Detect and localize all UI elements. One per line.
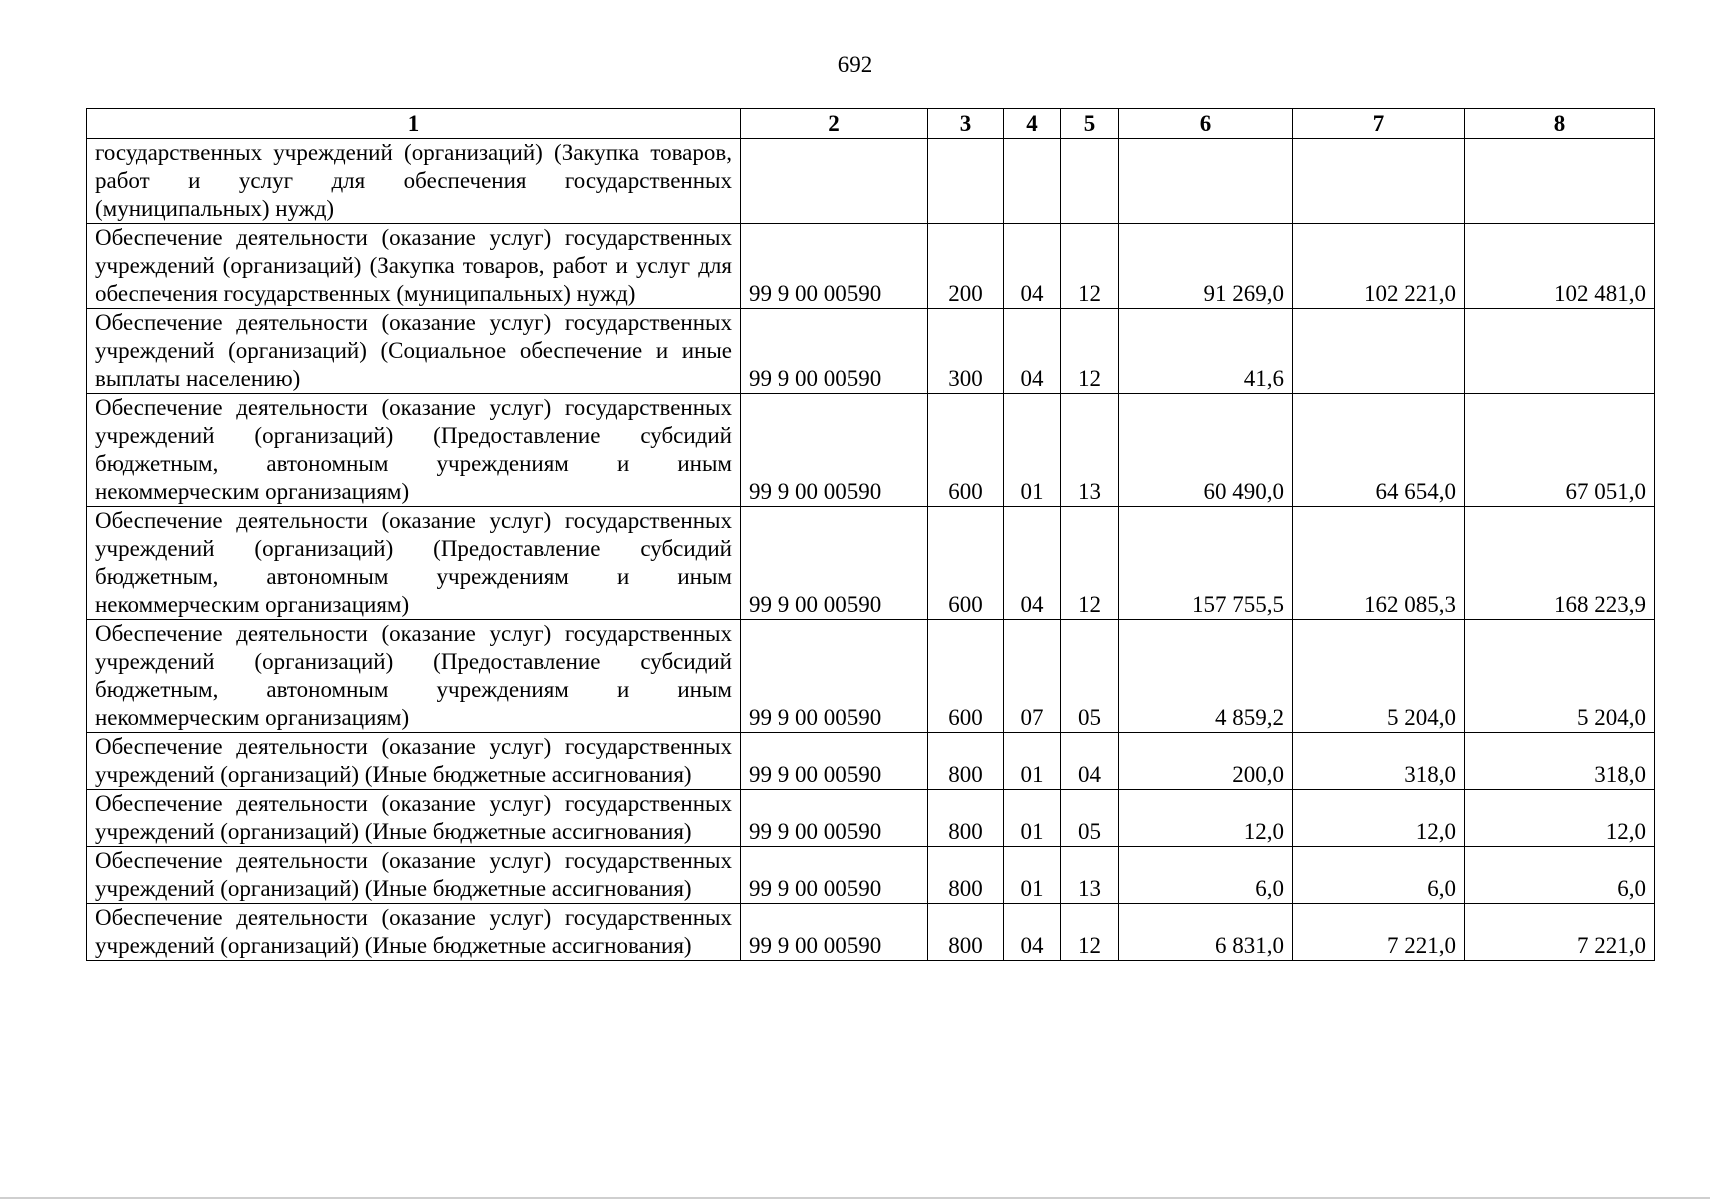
column-header: 7 <box>1293 109 1465 139</box>
target-item-code: 99 9 00 00590 <box>741 790 928 847</box>
amount-col-8: 6,0 <box>1465 847 1655 904</box>
amount-col-7: 12,0 <box>1293 790 1465 847</box>
subsection-code <box>1061 139 1119 224</box>
column-header: 3 <box>928 109 1004 139</box>
expense-type-code: 200 <box>928 224 1004 309</box>
amount-col-8: 5 204,0 <box>1465 620 1655 733</box>
subsection-code: 12 <box>1061 904 1119 961</box>
amount-col-6 <box>1119 139 1293 224</box>
table-row <box>87 733 1655 790</box>
amount-col-8: 67 051,0 <box>1465 394 1655 507</box>
amount-col-8 <box>1465 309 1655 394</box>
subsection-code: 05 <box>1061 620 1119 733</box>
section-code: 01 <box>1004 790 1061 847</box>
expense-type-code: 800 <box>928 847 1004 904</box>
budget-table <box>86 108 1655 961</box>
amount-col-6: 4 859,2 <box>1119 620 1293 733</box>
column-header: 2 <box>741 109 928 139</box>
amount-col-7: 102 221,0 <box>1293 224 1465 309</box>
amount-col-6: 6 831,0 <box>1119 904 1293 961</box>
target-item-code: 99 9 00 00590 <box>741 847 928 904</box>
amount-col-8: 12,0 <box>1465 790 1655 847</box>
amount-col-6: 41,6 <box>1119 309 1293 394</box>
expense-description: Обеспечение деятельности (оказание услуг) государственных учреждений (организаций) (Социальное обеспечение и иные выплаты населению) <box>87 309 741 394</box>
amount-col-6: 91 269,0 <box>1119 224 1293 309</box>
target-item-code: 99 9 00 00590 <box>741 733 928 790</box>
target-item-code: 99 9 00 00590 <box>741 224 928 309</box>
amount-col-7 <box>1293 139 1465 224</box>
expense-type-code: 800 <box>928 904 1004 961</box>
target-item-code <box>741 139 928 224</box>
expense-type-code <box>928 139 1004 224</box>
section-code: 04 <box>1004 224 1061 309</box>
target-item-code: 99 9 00 00590 <box>741 394 928 507</box>
target-item-code: 99 9 00 00590 <box>741 507 928 620</box>
section-code: 01 <box>1004 847 1061 904</box>
subsection-code: 12 <box>1061 309 1119 394</box>
expense-description: государственных учреждений (организаций) (Закупка товаров, работ и услуг для обеспечения государственных (муниципальных) нужд) <box>87 139 741 224</box>
amount-col-6: 157 755,5 <box>1119 507 1293 620</box>
expense-type-code: 800 <box>928 733 1004 790</box>
column-header: 5 <box>1061 109 1119 139</box>
expense-description: Обеспечение деятельности (оказание услуг) государственных учреждений (организаций) (Закупка товаров, работ и услуг для обеспечения государственных (муниципальных) нужд) <box>87 224 741 309</box>
expense-type-code: 600 <box>928 620 1004 733</box>
table-row <box>87 309 1655 394</box>
section-code: 04 <box>1004 507 1061 620</box>
table-row <box>87 790 1655 847</box>
amount-col-8 <box>1465 139 1655 224</box>
amount-col-6: 200,0 <box>1119 733 1293 790</box>
column-header: 1 <box>87 109 741 139</box>
subsection-code: 05 <box>1061 790 1119 847</box>
subsection-code: 12 <box>1061 224 1119 309</box>
section-code: 04 <box>1004 904 1061 961</box>
subsection-code: 12 <box>1061 507 1119 620</box>
page-edge-line <box>0 1197 1710 1199</box>
expense-type-code: 600 <box>928 507 1004 620</box>
expense-description: Обеспечение деятельности (оказание услуг) государственных учреждений (организаций) (Иные бюджетные ассигнования) <box>87 790 741 847</box>
expense-type-code: 600 <box>928 394 1004 507</box>
section-code: 01 <box>1004 394 1061 507</box>
expense-description: Обеспечение деятельности (оказание услуг) государственных учреждений (организаций) (Предоставление субсидий бюджетным, автономным учреждениям и иным некоммерческим организациям) <box>87 507 741 620</box>
amount-col-7: 318,0 <box>1293 733 1465 790</box>
section-code: 01 <box>1004 733 1061 790</box>
expense-description: Обеспечение деятельности (оказание услуг) государственных учреждений (организаций) (Предоставление субсидий бюджетным, автономным учреждениям и иным некоммерческим организациям) <box>87 620 741 733</box>
amount-col-7: 7 221,0 <box>1293 904 1465 961</box>
subsection-code: 04 <box>1061 733 1119 790</box>
amount-col-8: 102 481,0 <box>1465 224 1655 309</box>
subsection-code: 13 <box>1061 847 1119 904</box>
amount-col-7 <box>1293 309 1465 394</box>
table-row <box>87 904 1655 961</box>
table-row <box>87 507 1655 620</box>
table-row <box>87 394 1655 507</box>
table-row <box>87 139 1655 224</box>
expense-description: Обеспечение деятельности (оказание услуг) государственных учреждений (организаций) (Иные бюджетные ассигнования) <box>87 847 741 904</box>
table-row <box>87 620 1655 733</box>
target-item-code: 99 9 00 00590 <box>741 620 928 733</box>
expense-type-code: 800 <box>928 790 1004 847</box>
amount-col-7: 6,0 <box>1293 847 1465 904</box>
page-number: 692 <box>837 52 873 77</box>
amount-col-7: 162 085,3 <box>1293 507 1465 620</box>
column-header: 4 <box>1004 109 1061 139</box>
expense-description: Обеспечение деятельности (оказание услуг) государственных учреждений (организаций) (Иные бюджетные ассигнования) <box>87 733 741 790</box>
expense-description: Обеспечение деятельности (оказание услуг) государственных учреждений (организаций) (Предоставление субсидий бюджетным, автономным учреждениям и иным некоммерческим организациям) <box>87 394 741 507</box>
amount-col-8: 7 221,0 <box>1465 904 1655 961</box>
column-header: 6 <box>1119 109 1293 139</box>
amount-col-7: 5 204,0 <box>1293 620 1465 733</box>
amount-col-6: 60 490,0 <box>1119 394 1293 507</box>
amount-col-6: 12,0 <box>1119 790 1293 847</box>
target-item-code: 99 9 00 00590 <box>741 309 928 394</box>
section-code <box>1004 139 1061 224</box>
table-row <box>87 847 1655 904</box>
expense-type-code: 300 <box>928 309 1004 394</box>
amount-col-8: 168 223,9 <box>1465 507 1655 620</box>
amount-col-6: 6,0 <box>1119 847 1293 904</box>
section-code: 04 <box>1004 309 1061 394</box>
table-row <box>87 224 1655 309</box>
target-item-code: 99 9 00 00590 <box>741 904 928 961</box>
section-code: 07 <box>1004 620 1061 733</box>
expense-description: Обеспечение деятельности (оказание услуг) государственных учреждений (организаций) (Иные бюджетные ассигнования) <box>87 904 741 961</box>
amount-col-8: 318,0 <box>1465 733 1655 790</box>
amount-col-7: 64 654,0 <box>1293 394 1465 507</box>
subsection-code: 13 <box>1061 394 1119 507</box>
column-header: 8 <box>1465 109 1655 139</box>
header-row <box>87 109 1655 139</box>
